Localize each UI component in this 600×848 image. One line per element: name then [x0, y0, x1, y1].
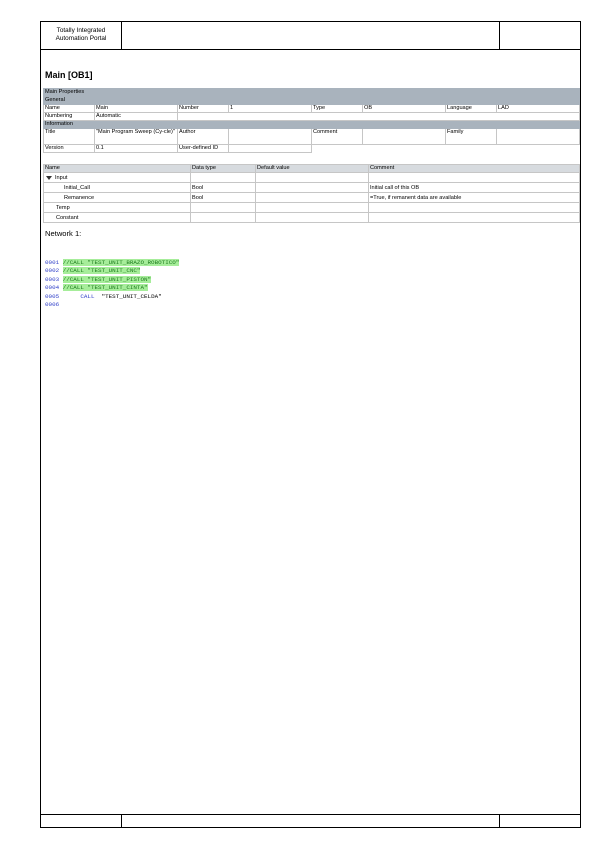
- table-row: [44, 213, 580, 223]
- info-blank-cell: [312, 145, 580, 153]
- code-comment: //CALL "TEST_UNIT_PISTON": [62, 275, 152, 283]
- comment-value: [363, 129, 446, 145]
- table-row: [44, 173, 580, 183]
- section-main-properties: Main Properties: [44, 89, 580, 97]
- network-title: Network 1:: [45, 229, 82, 238]
- name-value: Main: [95, 105, 178, 113]
- title-value: "Main Program Sweep (Cy-cle)": [95, 129, 178, 145]
- line-number: 0002: [45, 267, 60, 275]
- comment-label: Comment: [312, 129, 363, 145]
- column-header-default-value: Default value: [256, 165, 369, 173]
- code-line: [45, 259, 179, 267]
- numbering-label: Numbering: [44, 113, 95, 121]
- type-label: Type: [312, 105, 363, 113]
- column-header-data-type: Data type: [191, 165, 256, 173]
- code-comment: //CALL "TEST_UNIT_BRAZO_ROBOTICO": [62, 259, 180, 266]
- author-label: Author: [178, 129, 229, 145]
- line-number: 0004: [45, 284, 60, 292]
- code-line: [45, 284, 179, 292]
- language-value: LAD: [497, 105, 580, 113]
- code-text: "TEST_UNIT_CELDA": [101, 292, 162, 300]
- cell-default-value: [256, 183, 369, 193]
- cell-comment: =True, if remanent data are available: [369, 193, 580, 203]
- tia-portal-logo: [41, 22, 122, 49]
- family-label: Family: [446, 129, 497, 145]
- section-general: General: [44, 97, 580, 105]
- collapse-triangle-icon[interactable]: [46, 176, 52, 180]
- number-label: Number: [178, 105, 229, 113]
- block-title: Main [OB1]: [45, 70, 93, 80]
- version-value: 0.1: [95, 145, 178, 153]
- page-header: [41, 22, 580, 50]
- code-line: [45, 301, 179, 309]
- cell-name: Temp: [44, 203, 191, 213]
- header-center-cell: [122, 22, 500, 49]
- main-properties-table: [43, 88, 580, 153]
- column-header-name: Name: [44, 165, 191, 173]
- cell-default-value: [256, 193, 369, 203]
- cell-name: [44, 173, 191, 183]
- general-empty-cell: [178, 113, 580, 121]
- number-value: 1: [229, 105, 312, 113]
- cell-comment: [369, 173, 580, 183]
- table-row: [44, 193, 580, 203]
- page-footer: [41, 814, 580, 827]
- section-information: Information: [44, 121, 580, 129]
- code-keyword: CALL: [80, 292, 95, 300]
- logo-line-1: Totally Integrated: [56, 27, 106, 34]
- footer-left-cell: [41, 815, 122, 827]
- name-label: Name: [44, 105, 95, 113]
- scl-code-block: [45, 259, 179, 309]
- cell-data-type: Bool: [191, 193, 256, 203]
- cell-comment: Initial call of this OB: [369, 183, 580, 193]
- table-row: [44, 183, 580, 193]
- numbering-value: Automatic: [95, 113, 178, 121]
- input-section-label: Input: [55, 175, 68, 181]
- header-right-cell: [500, 22, 580, 49]
- cell-data-type: [191, 173, 256, 183]
- table-row: [44, 203, 580, 213]
- cell-comment: [369, 203, 580, 213]
- language-label: Language: [446, 105, 497, 113]
- cell-default-value: [256, 213, 369, 223]
- cell-name: Remanence: [44, 193, 191, 203]
- line-number: 0006: [45, 300, 60, 308]
- code-line: [45, 276, 179, 284]
- cell-default-value: [256, 203, 369, 213]
- line-number: 0005: [45, 292, 60, 300]
- type-value: OB: [363, 105, 446, 113]
- cell-name: Constant: [44, 213, 191, 223]
- logo-line-2: Automation Portal: [55, 35, 107, 42]
- cell-name: Initial_Call: [44, 183, 191, 193]
- column-header-comment: Comment: [369, 165, 580, 173]
- footer-center-cell: [122, 815, 500, 827]
- cell-comment: [369, 213, 580, 223]
- line-number: 0001: [45, 259, 60, 266]
- cell-default-value: [256, 173, 369, 183]
- cell-data-type: [191, 203, 256, 213]
- code-line: [45, 267, 179, 275]
- cell-data-type: [191, 213, 256, 223]
- footer-right-cell: [500, 815, 580, 827]
- line-number: 0003: [45, 275, 60, 283]
- code-line: [45, 293, 179, 301]
- version-label: Version: [44, 145, 95, 153]
- user-defined-id-label: User-defined ID: [178, 145, 229, 153]
- author-value: [229, 129, 312, 145]
- code-comment: //CALL "TEST_UNIT_CNC": [62, 267, 141, 275]
- user-defined-id-value: [229, 145, 312, 153]
- code-comment: //CALL "TEST_UNIT_CINTA": [62, 284, 148, 292]
- title-label: Title: [44, 129, 95, 145]
- interface-table: [43, 164, 580, 223]
- family-value: [497, 129, 580, 145]
- cell-data-type: Bool: [191, 183, 256, 193]
